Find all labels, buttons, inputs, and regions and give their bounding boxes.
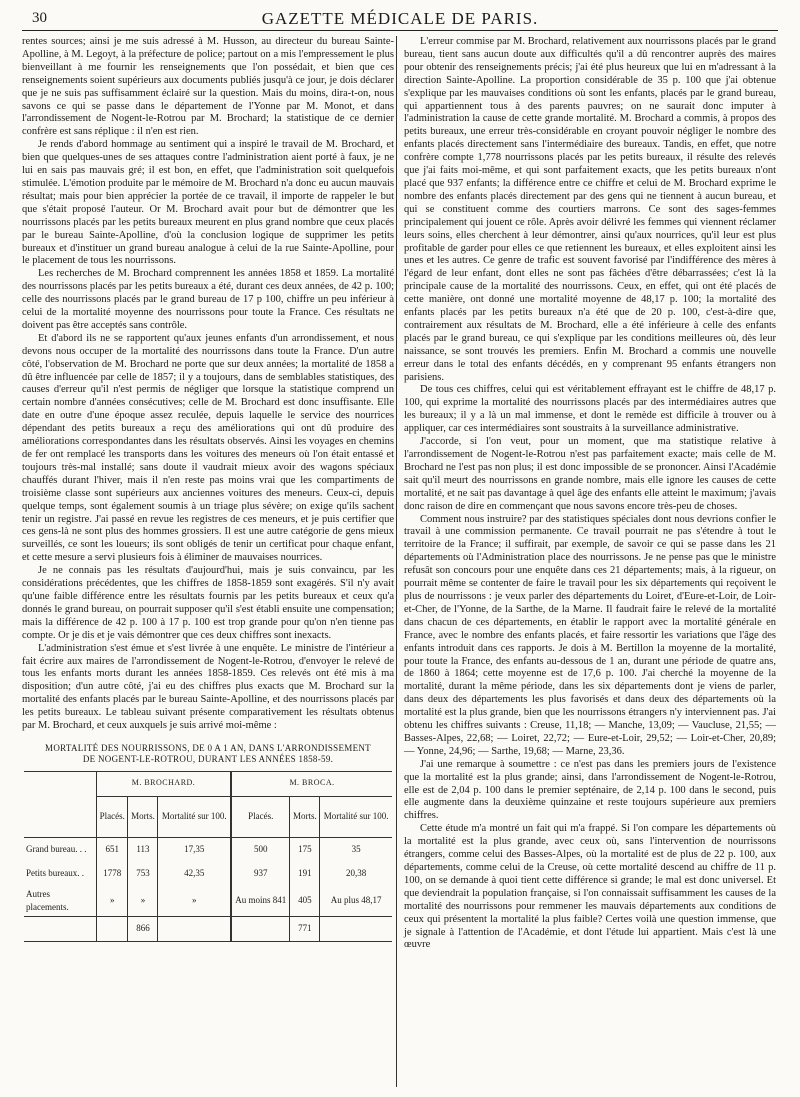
col-header-places: Placés. (231, 796, 290, 837)
row-label: Grand bureau. . . (26, 844, 87, 855)
cell: 405 (290, 886, 320, 916)
total-cell: 866 (128, 916, 158, 941)
cell: 937 (231, 862, 290, 886)
total-label (24, 916, 97, 941)
group-header-broca: M. BROCA. (231, 771, 392, 796)
table-corner (24, 771, 97, 837)
paragraph: J'ai une remarque à soumettre : ce n'est pas dans les premiers jours de l'existence que la mortalité est la plus grande; ainsi, dans l'arrondissement de Nogent-le-Rotrou, elle est de 2,04 p. 100 dans le premier septénaire, de 2,14 p. 100 dans le second, puis elle augmente dans la deuxième quinzaine et reste toujours supérieure aux premiers chiffres. (404, 758, 776, 822)
cell: 113 (128, 837, 158, 862)
cell (97, 916, 128, 941)
paragraph: Je rends d'abord hommage au sentiment qui a inspiré le travail de M. Brochard, et bien que quelques-unes de ses attaques contre l'administration aient porté à faux, je ne lui en sais pas mauvais gré; il est bon, en effet, que l'administration soit quelquefois stimulée. L'émotion produite par le mémoire de M. Brochard n'a donc eu aucun mauvais résultat; mais pour bien apprécier la portée de ce travail, il importe de rappeler le but que s'était proposé l'auteur. Or M. Brochard avait pour but de démontrer que les nourrissons placés par les petits bureaux meurent en plus grand nombre que ceux placés par le bureau Sainte-Apolline, d'où la conclusion logique de supprimer les petits bureaux et d'instituer un grand bureau analogue à celui de la rue Sainte-Apolline, pour le placement de tous les nourrissons. (22, 139, 394, 267)
cell: 42,35 (158, 862, 231, 886)
page-number: 30 (32, 10, 47, 26)
column-divider (396, 36, 397, 1087)
paragraph: Cette étude m'a montré un fait qui m'a frappé. Si l'on compare les départements où la mortalité est la plus grande, avec ceux où, sans l'intervention de nourrissons étrangers, comme celui des Basses-Alpes, où la mortalité est de plus de 22 p. 100, aux départements, comme celui de la Creuse, où cette mortalité descend au chiffre de 11 p. 100, on se demande à quoi tient cette différence si grande; le mal est donc universel. Et que deviendrait la population française, si l'on connaissait suffisamment les causes de la mortalité des nourrissons pour remmener les mauvais départements aux conditions de ceux qui présentent la mortalité la plus faible? Certes voilà une question immense, que je signale à l'attention de l'Académie, et dont l'étude lui appartient. Mais c'est là une œuvre (404, 823, 776, 951)
cell: 753 (128, 862, 158, 886)
row-label: Autres placements. (26, 888, 69, 912)
group-header-brochard: M. BROCHARD. (97, 771, 232, 796)
paragraph: rentes sources; ainsi je me suis adressé à M. Husson, au directeur du bureau Sainte-Apolline, à M. Legoyt, à la préfecture de police; partout on a mis l'empressement le plus bienveillant à me fournir les renseignements que l'on possédait, et bien que ces renseignements soient supérieurs aux documents publiés jusqu'à ce jour, je dois déclarer que je ne suis pas suffisamment éclairé sur la question. Mais du moins, dira-t-on, nous savons ce qui se passe dans le département de l'Yonne par M. Monot, et dans l'arrondissement de Nogent-le-Rotrou par M. Brochard; la statistique de ce dernier confrère est sans réplique : il n'en est rien. (22, 36, 394, 138)
paragraph: J'accorde, si l'on veut, pour un moment, que ma statistique relative à l'arrondissement de Nogent-le-Rotrou n'est pas parfaitement exacte; mais celle de M. Brochard ne l'est pas non plus; il est donc impossible de se prononcer. Ainsi l'Académie sait qu'il meurt des nourrissons en grande nombre, mais elle ignore les causes de cette mortalité, et ne sait pas davantage à quel âge des enfants elle atteint le maximum; j'avais donc raison de dire en commençant que nous savons encore très-peu de choses. (404, 436, 776, 512)
cell: » (128, 886, 158, 916)
paragraph: De tous ces chiffres, celui qui est véritablement effrayant est le chiffre de 48,17 p. 100, qui exprime la mortalité des nourrissons placés par des intermédiaires autres que les bureaux; il y a là un mal immense, et dont le remède est difficile à trouver ou à appliquer, car ces intermédiaires sont soustraits à la surveillance administrative. (404, 384, 776, 435)
table-caption (22, 743, 394, 765)
mortality-table (24, 771, 392, 942)
publication-title: GAZETTE MÉDICALE DE PARIS. (261, 9, 539, 28)
cell (231, 916, 290, 941)
cell: » (97, 886, 128, 916)
paragraph: Comment nous instruire? par des statistiques spéciales dont nous devrions confier le travail à une commission permanente. Ce travail pourrait ne pas s'étendre à tout le territoire de la France; il suffirait, par exemple, de savoir ce qui se passe dans les 21 départements où l'Administration place des nourrissons. Je ne pense pas que le ministre refusât son concours pour une enquête dans ces 21 départements; mais, à la rigueur, on pourrait même se contenter de faire le travail pour les six départements qui reçoivent le plus de nourrissons : je veux parler des départements du Loiret, d'Eure-et-Loir, de Loir-et-Cher, de l'Yonne, de la Sarthe, de la Marne. Il faudrait faire le relevé de la mortalité dans chacun de ces départements, en établir le rapport avec la mortalité générale en France, avec le nombre des enfants placés, et faire ressortir les variations que l'âge des enfants introduit dans ces rapports. Je dois à M. Bertillon la moyenne de la mortalité, pour toute la France, des enfants au-dessous de 1 an, durant une période de quatre ans, de 1860 à 1864; cette moyenne est de 17,6 p. 100. J'ai cherché la moyenne de la mortalité, durant la même période, dans les six départements dont je viens de parler, dans deux des départements les plus favorisés et dans deux des départements où la mortalité est la plus grande, bien que les nourrissons étrangers n'y interviennent pas. J'ai obtenu les chiffres suivants : Creuse, 11,18; — Manche, 13,09; — Vaucluse, 21,55; — Basses-Alpes, 22,68; — Loiret, 22,72; — Eure-et-Loir, 29,52; — Loir-et-Cher, 20,89; — Yonne, 24,96; — Sarthe, 19,68; — Marne, 23,36. (404, 513, 776, 757)
col-header-morts: Morts. (128, 796, 158, 837)
col-header-mortalite: Mortalité sur 100. (320, 796, 392, 837)
cell: Au plus 48,17 (320, 886, 392, 916)
col-header-mortalite: Mortalité sur 100. (158, 796, 231, 837)
cell: 651 (97, 837, 128, 862)
table-row (24, 837, 392, 862)
paragraph: Je ne connais pas les résultats d'aujourd'hui, mais je suis convaincu, par les considérations précédentes, que les chiffres de 1858-1859 sont exagérés. S'il n'y avait qu'une faible différence entre les résultats fournis par les petits bureaux et ceux qu'a donnés le grand bureau, on pourrait supposer qu'il s'est établi ensuite une compensation; mais la différence de 42 p. 100 à 17 p. 100 est trop grande pour qu'on n'en tienne pas compte. Or je dis et je vais démontrer que ces deux chiffres sont inexacts. (22, 565, 394, 641)
cell: 17,35 (158, 837, 231, 862)
row-label: Petits bureaux. . (26, 868, 84, 879)
paragraph: Et d'abord ils ne se rapportent qu'aux jeunes enfants d'un arrondissement, et nous devons nous occuper de la mortalité des nourrissons dans toute la France. D'un autre côté, l'observation de M. Brochard ne porte que sur deux années; la mortalité de 1858 a dû être influencée par celle de 1857; il y a toujours, dans de semblables statistiques, des causes d'erreur qu'il n'est permis de négliger que lorsque la statistique comprend un certain nombre d'années consécutives; celle de M. Brochard est donc insuffisante. Elle date en outre d'une époque assez reculée, depuis laquelle le service des nourrices dépendant des petits bureaux a reçu des améliorations qui ont dû produire des améliorations correspondantes dans les résultats observés. Ainsi les voyages en chemins de fer ont remplacé les transports dans les voitures des meneurs où l'on était entassé et toujours très-mal installé; sans doute il vaudrait mieux avoir des wagons spéciaux chauffés durant l'hiver, mais il n'en reste pas moins vrai que les compartiments de troisième classe sont supérieurs aux anciennes voitures des meneurs. Ceux-ci, depuis quelque temps, sont également soumis à un triage plus sévère; on exige qu'ils sachent tenir un registre. J'ai passé en revue les registres de ces meneurs, et je puis certifier que ces gens-là ne sont plus des hommes grossiers. Il est une autre catégorie de gens mieux surveillés, ce sont les loueurs; ils sont obligés de tenir un certificat pour chaque enfant, et cette mesure a servi plusieurs fois à éliminer de mauvaises nourrices. (22, 332, 394, 564)
left-column (22, 36, 394, 942)
cell: 1778 (97, 862, 128, 886)
cell: 20,38 (320, 862, 392, 886)
table-caption-line: MORTALITÉ DES NOURRISSONS, DE 0 A 1 AN, DANS L'ARRONDISSEMENT (45, 742, 371, 753)
paragraph: L'administration s'est émue et s'est livrée à une enquête. Le ministre de l'intérieur a fait écrire aux maires de l'arrondissement de Nogent-le-Rotrou, d'envoyer le relevé de tous les enfants morts durant les années 1858-1859. Ces relevés ont été mis à ma disposition; d'un autre côté, j'ai eu des chiffres plus exacts que M. Brochard sur la mortalité des enfants placés par le bureau Sainte-Apolline, et des nourrissons placés par les petits bureaux. Le tableau suivant présente comparativement les résultats obtenus par M. Brochard, et ceux auxquels je suis arrivé moi-même : (22, 642, 394, 732)
right-column (404, 36, 776, 952)
cell (320, 916, 392, 941)
cell: 175 (290, 837, 320, 862)
table-row (24, 862, 392, 886)
cell: Au moins 841 (231, 886, 290, 916)
page-header (22, 6, 778, 31)
col-header-morts: Morts. (290, 796, 320, 837)
table-caption-line: DE NOGENT-LE-ROTROU, DURANT LES ANNÉES 1858-59. (82, 753, 334, 764)
cell (158, 916, 231, 941)
paragraph: L'erreur commise par M. Brochard, relativement aux nourrissons placés par le grand bureau, tient sans aucun doute aux difficultés qu'il a dû rencontrer auprès des maires pour obtenir des renseignements précis; j'ai été plus heureux que lui en m'adressant à la direction Sainte-Apolline. La proportion considérable de 35 p. 100 que j'ai obtenue s'explique par les mauvaises conditions où sont les enfants, placés par le grand bureau, qui appartiennent tous à des parents pauvres; on ne saurait donc imputer à l'administration la cause de cette grande mortalité. M. Brochard a commis, à propos des petits bureaux, une erreur très-considérable en croyant pouvoir négliger le nombre des enfants placés directement sans l'intermédiaire des bureaux. Tandis, en effet, que notre confrère compte 1,778 nourrissons placés par les petits bureaux, il résulte des relevés que j'ai faits moi-même, et qui sont parfaitement exacts, que les petits bureaux n'ont placé que 937 enfants; la différence entre ce chiffre et celui de M. Brochard exprime le nombre des enfants placés directement par des gens qui ne tiennent à aucun bureau, et qui se constituent comme des courtiers marrons. Ce sont des sages-femmes principalement qui jouent ce rôle. Après avoir délivré les femmes qui viennent réclamer leurs soins, elles cherchent à leur démontrer, ainsi qu'aux nourrices, qu'il leur est plus profitable de garder pour elles ce que retiennent les bureaux, et elles exploitent ainsi les unes et les autres. Ce genre de trafic est souvent favorisé par l'indifférence des mères à l'égard de leur enfant, dont elles ne sont pas fâchées d'être débarrassées; c'est là la principale cause de la mortalité des nourrissons. Ceux, en effet, qui ont été placés de cette manière, ont donné une mortalité moyenne de 48,17 p. 100; la mortalité des enfants placés par les petits bureaux n'a été que de 20 p. 100, c'est-à-dire que, contrairement aux résultats de M. Brochard, elle a été inférieure à celle des enfants placés par le grand bureau, ce qui s'explique par les conditions meilleures où, dès leur naissance, se sont trouvés les premiers. Enfin M. Brochard a commis une nouvelle erreur dans le total des enfants décédés, en y comprenant 95 enfants étrangers non parisiens. (404, 36, 776, 383)
cell: 191 (290, 862, 320, 886)
cell: 500 (231, 837, 290, 862)
table-total-row (24, 916, 392, 941)
total-cell: 771 (290, 916, 320, 941)
col-header-places: Placés. (97, 796, 128, 837)
cell: 35 (320, 837, 392, 862)
table-row (24, 886, 392, 916)
cell: » (158, 886, 231, 916)
paragraph: Les recherches de M. Brochard comprennent les années 1858 et 1859. La mortalité des nourrissons placés par les petits bureaux a été, durant ces deux années, de 42 p. 100; celle des nourrissons placés par le grand bureau de 17 p 100, chiffre un peu inférieur à celui de la mortalité moyenne des nourrissons pour toute la France. Ces résultats ne doivent pas être acceptés sans contrôle. (22, 268, 394, 331)
